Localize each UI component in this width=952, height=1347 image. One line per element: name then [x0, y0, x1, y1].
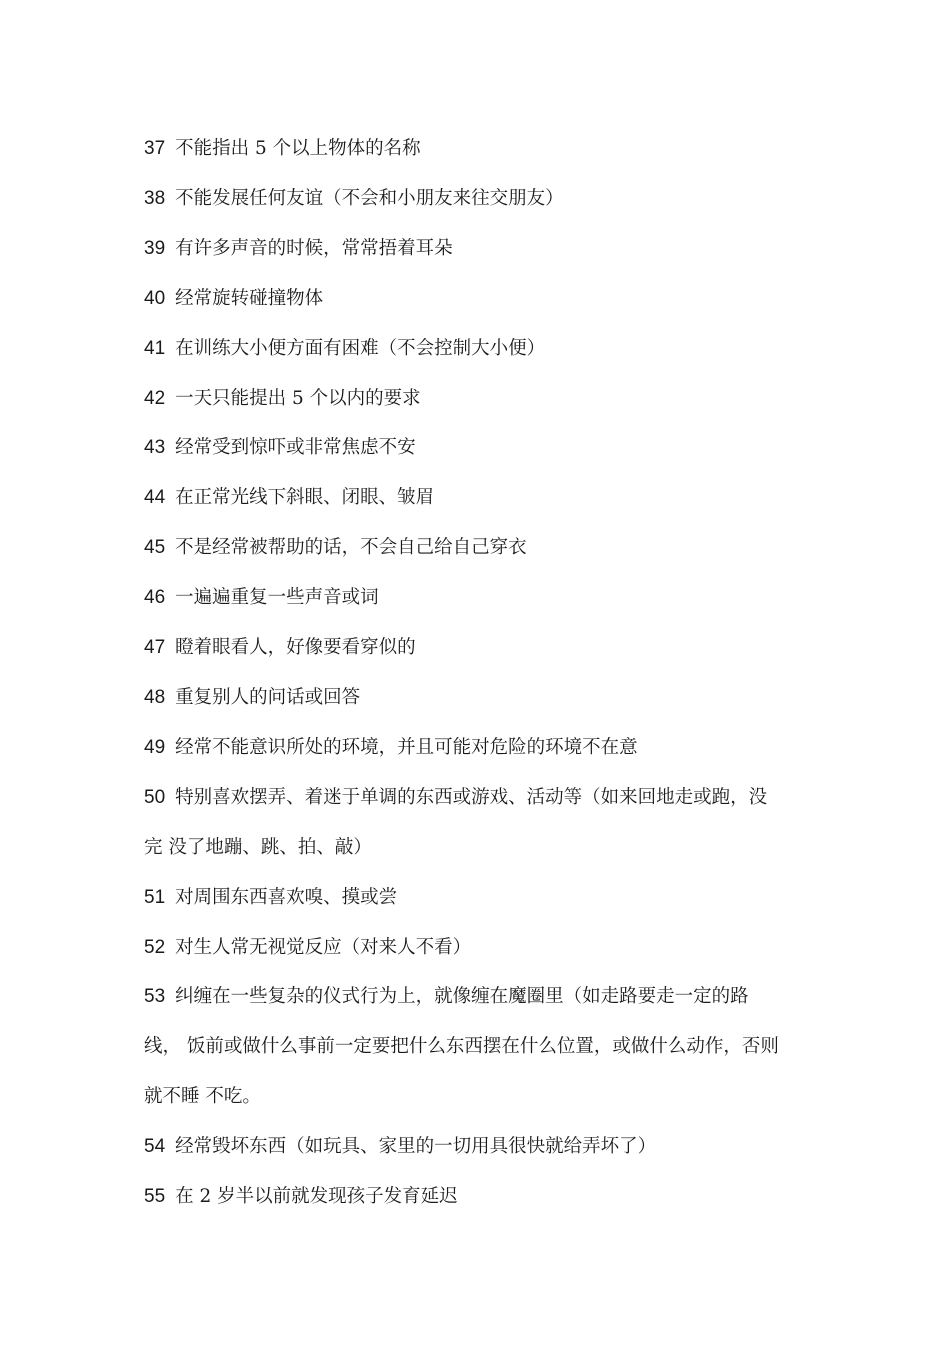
item-number: 55: [144, 1186, 166, 1208]
item-text: 纠缠在一些复杂的仪式行为上，就像缠在魔圈里（如走路要走一定的路: [175, 986, 749, 1008]
item-line: [144, 324, 824, 374]
item-number: 40: [144, 287, 166, 309]
item-text: 不能发展任何友谊（不会和小朋友来往交朋友）: [175, 187, 564, 209]
checklist-item-44: [144, 473, 824, 523]
item-text: 不是经常被帮助的话，不会自己给自己穿衣: [175, 537, 527, 559]
item-number: 47: [144, 637, 166, 659]
item-text: 不能指出 5 个以上物体的名称: [175, 138, 421, 159]
item-text: 特别喜欢摆弄、着迷于单调的东西或游戏、活动等（如来回地走或跑，没: [175, 786, 768, 808]
checklist-item-54: [144, 1122, 824, 1172]
item-number: 50: [144, 786, 166, 808]
item-number: 41: [144, 337, 166, 359]
item-text: 在正常光线下斜眼、闭眼、皱眉: [175, 487, 435, 509]
checklist-item-55: [144, 1172, 824, 1222]
item-line: [144, 623, 824, 673]
item-text: 经常不能意识所处的环境，并且可能对危险的环境不在意: [175, 736, 638, 758]
item-text: 一天只能提出 5 个以内的要求: [175, 387, 421, 409]
checklist-item-39: [144, 224, 824, 274]
item-text: 在训练大小便方面有困难（不会控制大小便）: [175, 337, 546, 359]
item-text: 完 没了地蹦、跳、拍、敲）: [144, 836, 372, 858]
item-line: [144, 673, 824, 723]
item-number: 49: [144, 736, 166, 758]
item-number: 52: [144, 936, 166, 958]
item-line: [144, 1122, 824, 1172]
item-line: [144, 823, 824, 873]
item-text: 重复别人的问话或回答: [175, 686, 361, 708]
item-line: [144, 224, 824, 274]
item-line: [144, 723, 824, 773]
item-line: [144, 423, 824, 473]
checklist-item-47: [144, 623, 824, 673]
item-number: 46: [144, 587, 166, 609]
item-line: [144, 124, 824, 174]
item-number: 37: [144, 138, 166, 159]
item-line: [144, 274, 824, 324]
item-line: [144, 573, 824, 623]
item-number: 54: [144, 1136, 166, 1158]
item-line: [144, 1022, 824, 1072]
item-number: 39: [144, 237, 166, 259]
item-text: 就不睡 不吃。: [144, 1086, 261, 1108]
checklist-item-42: [144, 374, 824, 424]
item-number: 45: [144, 537, 166, 559]
checklist-item-37: [144, 124, 824, 174]
item-number: 38: [144, 187, 166, 209]
item-line: [144, 923, 824, 973]
item-line: [144, 473, 824, 523]
item-line: [144, 972, 824, 1022]
item-number: 48: [144, 686, 166, 708]
item-text: 经常毁坏东西（如玩具、家里的一切用具很快就给弄坏了）: [175, 1136, 657, 1158]
item-line: [144, 174, 824, 224]
item-text: 有许多声音的时候，常常捂着耳朵: [175, 237, 453, 259]
checklist-item-46: [144, 573, 824, 623]
item-text: 对周围东西喜欢嗅、摸或尝: [175, 886, 398, 908]
checklist-item-50: [144, 773, 824, 873]
item-number: 43: [144, 437, 166, 459]
checklist-item-40: [144, 274, 824, 324]
item-text: 在 2 岁半以前就发现孩子发育延迟: [175, 1186, 458, 1208]
checklist-item-49: [144, 723, 824, 773]
checklist-item-45: [144, 523, 824, 573]
item-line: [144, 374, 824, 424]
item-number: 51: [144, 886, 166, 908]
item-line: [144, 773, 824, 823]
item-line: [144, 523, 824, 573]
checklist-item-51: [144, 873, 824, 923]
checklist-item-53: [144, 972, 824, 1122]
item-text: 对生人常无视觉反应（对来人不看）: [175, 936, 472, 958]
item-text: 线， 饭前或做什么事前一定要把什么东西摆在什么位置，或做什么动作，否则: [144, 1036, 779, 1058]
checklist-item-52: [144, 923, 824, 973]
checklist-item-48: [144, 673, 824, 723]
item-text: 经常受到惊吓或非常焦虑不安: [175, 437, 416, 459]
item-number: 42: [144, 387, 166, 409]
item-text: 一遍遍重复一些声音或词: [175, 587, 379, 609]
checklist-item-41: [144, 324, 824, 374]
item-number: 53: [144, 986, 166, 1008]
checklist-item-43: [144, 423, 824, 473]
checklist-items: [144, 124, 824, 1222]
item-line: [144, 1172, 824, 1222]
checklist-item-38: [144, 174, 824, 224]
item-text: 经常旋转碰撞物体: [175, 287, 324, 309]
item-number: 44: [144, 487, 166, 509]
item-text: 瞪着眼看人，好像要看穿似的: [175, 637, 416, 659]
item-line: [144, 1072, 824, 1122]
item-line: [144, 873, 824, 923]
